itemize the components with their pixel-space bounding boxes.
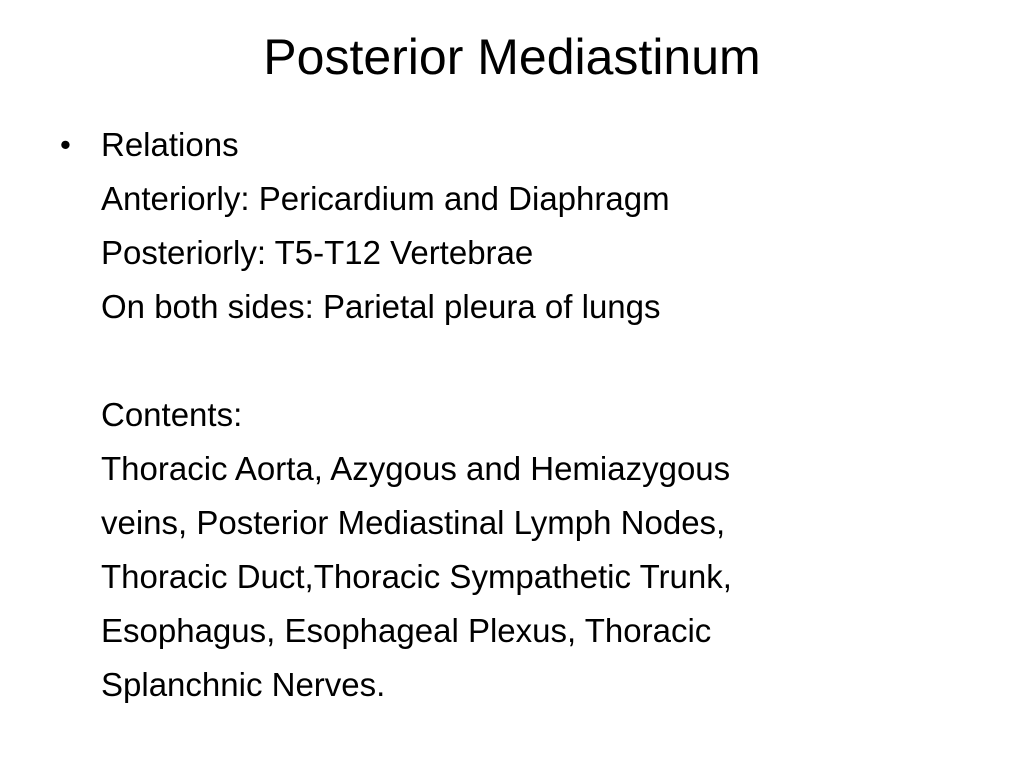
- slide-body: [60, 118, 980, 712]
- relation-sides: On both sides: Parietal pleura of lungs: [101, 288, 661, 325]
- slide-title: Posterior Mediastinum: [263, 29, 761, 85]
- contents-line-4: Esophagus, Esophageal Plexus, Thoracic: [101, 612, 712, 649]
- relation-posterior: Posteriorly: T5-T12 Vertebrae: [101, 234, 534, 271]
- contents-line-1: Thoracic Aorta, Azygous and Hemiazygous: [101, 450, 731, 487]
- relation-anterior: Anteriorly: Pericardium and Diaphragm: [101, 180, 670, 217]
- relations-heading: Relations: [101, 126, 239, 163]
- bullet-item: [60, 118, 980, 712]
- contents-heading: Contents:: [101, 396, 243, 433]
- bullet-icon: •: [60, 127, 71, 162]
- contents-line-3: Thoracic Duct,Thoracic Sympathetic Trunk,: [101, 558, 732, 595]
- contents-line-5: Splanchnic Nerves.: [101, 666, 386, 703]
- contents-line-2: veins, Posterior Mediastinal Lymph Nodes,: [101, 504, 726, 541]
- blank-line: [101, 334, 980, 388]
